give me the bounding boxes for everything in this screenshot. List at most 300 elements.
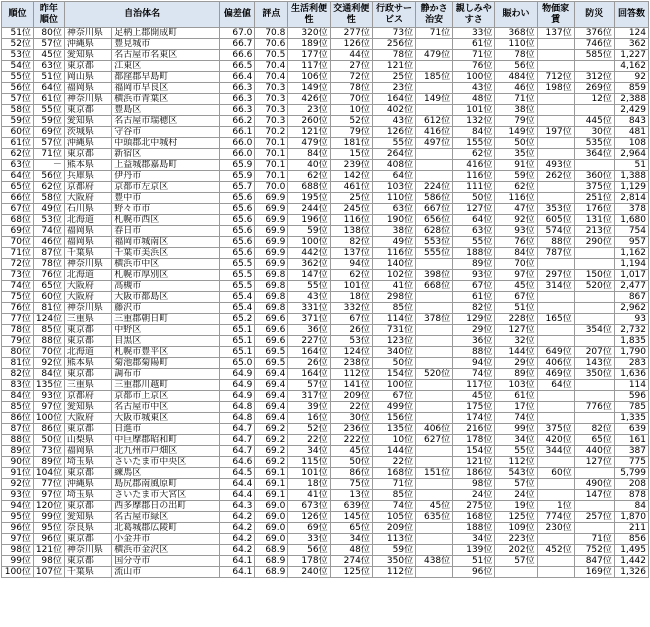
- header-rank: 順位: [2, 2, 34, 28]
- cell-rank: 92位: [2, 479, 34, 490]
- cell-score: 70.2: [255, 127, 288, 138]
- cell-friendly: 64位: [453, 215, 495, 226]
- cell-prefecture: 東京都: [64, 468, 111, 479]
- table-body: [2, 28, 649, 578]
- cell-lively: 112位: [495, 457, 537, 468]
- cell-transport: 239位: [330, 160, 372, 171]
- cell-prices: 314位: [537, 281, 574, 292]
- table-row: [2, 380, 649, 391]
- cell-admin: 126位: [372, 127, 415, 138]
- cell-deviation: 64.3: [220, 501, 255, 512]
- cell-responses: 124: [614, 28, 648, 39]
- cell-score: 70.5: [255, 50, 288, 61]
- cell-friendly: 45位: [453, 391, 495, 402]
- cell-disaster: 213位: [574, 226, 614, 237]
- cell-quiet: [416, 479, 453, 490]
- cell-municipality: 流山市: [112, 567, 220, 578]
- cell-score: 69.6: [255, 314, 288, 325]
- cell-responses: 92: [614, 72, 648, 83]
- cell-quiet: [416, 490, 453, 501]
- cell-admin: 38位: [372, 226, 415, 237]
- cell-prev-rank: 93位: [33, 391, 64, 402]
- table-row: [2, 116, 649, 127]
- cell-lively: 149位: [495, 127, 537, 138]
- cell-friendly: 24位: [453, 490, 495, 501]
- cell-disaster: 350位: [574, 369, 614, 380]
- cell-lively: 51位: [495, 303, 537, 314]
- cell-quiet: 398位: [416, 270, 453, 281]
- cell-deviation: 65.5: [220, 281, 255, 292]
- cell-disaster: [574, 160, 614, 171]
- cell-prices: 787位: [537, 248, 574, 259]
- cell-admin: 103位: [372, 182, 415, 193]
- cell-score: 70.1: [255, 138, 288, 149]
- cell-lively: 99位: [495, 424, 537, 435]
- cell-prefecture: 神奈川県: [64, 259, 111, 270]
- table-row: [2, 402, 649, 413]
- cell-responses: 1,388: [614, 171, 648, 182]
- cell-friendly: 71位: [453, 50, 495, 61]
- cell-living: 16位: [288, 413, 330, 424]
- cell-disaster: [574, 380, 614, 391]
- cell-transport: 18位: [330, 292, 372, 303]
- cell-disaster: 30位: [574, 127, 614, 138]
- header-living-convenience: 生活利便性: [288, 2, 330, 28]
- cell-rank: 64位: [2, 171, 34, 182]
- cell-prefecture: 愛知県: [64, 50, 111, 61]
- cell-rank: 69位: [2, 226, 34, 237]
- cell-disaster: 269位: [574, 83, 614, 94]
- cell-rank: 84位: [2, 391, 34, 402]
- cell-friendly: 129位: [453, 314, 495, 325]
- cell-admin: 209位: [372, 523, 415, 534]
- cell-municipality: 国分寺市: [112, 556, 220, 567]
- cell-lively: 93位: [495, 226, 537, 237]
- cell-living: 149位: [288, 83, 330, 94]
- cell-transport: 181位: [330, 138, 372, 149]
- cell-prev-rank: 58位: [33, 193, 64, 204]
- cell-score: 68.9: [255, 567, 288, 578]
- cell-prices: [537, 402, 574, 413]
- header-quiet-safety: 静かさ治安: [416, 2, 453, 28]
- cell-responses: 639: [614, 424, 648, 435]
- cell-rank: 74位: [2, 281, 34, 292]
- cell-prev-rank: 49位: [33, 204, 64, 215]
- cell-prev-rank: 61位: [33, 94, 64, 105]
- cell-responses: 114: [614, 380, 648, 391]
- cell-living: 320位: [288, 28, 330, 39]
- table-row: [2, 391, 649, 402]
- cell-lively: 76位: [495, 237, 537, 248]
- cell-score: 69.1: [255, 468, 288, 479]
- cell-prices: 165位: [537, 314, 574, 325]
- cell-deviation: 65.6: [220, 193, 255, 204]
- cell-quiet: 151位: [416, 468, 453, 479]
- cell-responses: 2,732: [614, 325, 648, 336]
- table-row: [2, 468, 649, 479]
- cell-disaster: [574, 314, 614, 325]
- cell-transport: 22位: [330, 402, 372, 413]
- cell-rank: 51位: [2, 28, 34, 39]
- cell-friendly: 61位: [453, 292, 495, 303]
- cell-prefecture: 大阪府: [64, 281, 111, 292]
- cell-deviation: 65.9: [220, 160, 255, 171]
- cell-friendly: 33位: [453, 28, 495, 39]
- cell-living: 18位: [288, 479, 330, 490]
- cell-living: 177位: [288, 50, 330, 61]
- cell-friendly: 82位: [453, 303, 495, 314]
- cell-lively: 55位: [495, 446, 537, 457]
- cell-municipality: 横浜市青葉区: [112, 94, 220, 105]
- cell-score: 69.5: [255, 347, 288, 358]
- cell-disaster: 535位: [574, 138, 614, 149]
- cell-disaster: 520位: [574, 281, 614, 292]
- table-row: [2, 72, 649, 83]
- cell-rank: 75位: [2, 292, 34, 303]
- cell-admin: 100位: [372, 380, 415, 391]
- cell-admin: 499位: [372, 402, 415, 413]
- cell-deviation: 65.2: [220, 314, 255, 325]
- cell-municipality: 豊島区: [112, 105, 220, 116]
- cell-living: 101位: [288, 468, 330, 479]
- cell-friendly: 117位: [453, 380, 495, 391]
- cell-municipality: 西多摩郡日の出町: [112, 501, 220, 512]
- cell-rank: 76位: [2, 303, 34, 314]
- cell-admin: 10位: [372, 435, 415, 446]
- cell-living: 317位: [288, 391, 330, 402]
- table-row: [2, 556, 649, 567]
- cell-living: 126位: [288, 512, 330, 523]
- cell-rank: 94位: [2, 501, 34, 512]
- cell-transport: 67位: [330, 314, 372, 325]
- table-row: [2, 490, 649, 501]
- header-liveliness: 賑わい: [495, 2, 537, 28]
- cell-rank: 93位: [2, 490, 34, 501]
- cell-responses: 4,162: [614, 61, 648, 72]
- cell-transport: 639位: [330, 501, 372, 512]
- table-row: [2, 314, 649, 325]
- cell-transport: 75位: [330, 479, 372, 490]
- cell-friendly: 43位: [453, 83, 495, 94]
- cell-friendly: 94位: [453, 358, 495, 369]
- cell-prices: [537, 567, 574, 578]
- cell-disaster: [574, 259, 614, 270]
- table-row: [2, 567, 649, 578]
- cell-friendly: 88位: [453, 347, 495, 358]
- cell-lively: 78位: [495, 50, 537, 61]
- cell-score: 69.1: [255, 490, 288, 501]
- cell-lively: 484位: [495, 72, 537, 83]
- cell-lively: 34位: [495, 435, 537, 446]
- cell-responses: 859: [614, 83, 648, 94]
- cell-deviation: 64.9: [220, 380, 255, 391]
- cell-deviation: 65.1: [220, 336, 255, 347]
- cell-quiet: 479位: [416, 50, 453, 61]
- cell-prefecture: 石川県: [64, 204, 111, 215]
- cell-transport: 13位: [330, 490, 372, 501]
- cell-transport: 141位: [330, 380, 372, 391]
- cell-prev-rank: 74位: [33, 226, 64, 237]
- cell-lively: 32位: [495, 336, 537, 347]
- cell-living: 164位: [288, 347, 330, 358]
- cell-quiet: [416, 336, 453, 347]
- cell-deviation: 64.7: [220, 424, 255, 435]
- cell-deviation: 65.4: [220, 292, 255, 303]
- cell-prefecture: 東京都: [64, 369, 111, 380]
- cell-prices: [537, 556, 574, 567]
- cell-friendly: 101位: [453, 105, 495, 116]
- cell-prefecture: 三重県: [64, 380, 111, 391]
- cell-lively: 109位: [495, 523, 537, 534]
- table-row: [2, 138, 649, 149]
- cell-deviation: 64.4: [220, 490, 255, 501]
- cell-prices: 712位: [537, 72, 574, 83]
- cell-quiet: [416, 358, 453, 369]
- cell-lively: 56位: [495, 61, 537, 72]
- cell-quiet: [416, 391, 453, 402]
- cell-score: 70.1: [255, 149, 288, 160]
- cell-disaster: 847位: [574, 556, 614, 567]
- cell-admin: 71位: [372, 479, 415, 490]
- table-row: [2, 457, 649, 468]
- cell-prev-rank: 56位: [33, 171, 64, 182]
- cell-admin: 154位: [372, 369, 415, 380]
- cell-lively: 144位: [495, 347, 537, 358]
- cell-responses: 1,636: [614, 369, 648, 380]
- cell-friendly: 48位: [453, 94, 495, 105]
- cell-score: 69.9: [255, 193, 288, 204]
- cell-responses: 1,335: [614, 413, 648, 424]
- cell-disaster: 147位: [574, 490, 614, 501]
- cell-municipality: 中巨摩郡昭和町: [112, 435, 220, 446]
- cell-prefecture: 千葉県: [64, 567, 111, 578]
- cell-transport: 30位: [330, 413, 372, 424]
- cell-score: 70.3: [255, 94, 288, 105]
- cell-quiet: 555位: [416, 248, 453, 259]
- cell-rank: 88位: [2, 435, 34, 446]
- cell-prices: 493位: [537, 160, 574, 171]
- cell-responses: 1,442: [614, 556, 648, 567]
- cell-living: 34位: [288, 446, 330, 457]
- cell-admin: 340位: [372, 347, 415, 358]
- cell-municipality: 名古屋市中区: [112, 402, 220, 413]
- cell-rank: 72位: [2, 259, 34, 270]
- cell-disaster: 364位: [574, 149, 614, 160]
- cell-transport: 209位: [330, 391, 372, 402]
- cell-friendly: 74位: [453, 369, 495, 380]
- cell-friendly: 154位: [453, 446, 495, 457]
- cell-deviation: 65.6: [220, 237, 255, 248]
- cell-municipality: 新宿区: [112, 149, 220, 160]
- cell-living: 371位: [288, 314, 330, 325]
- cell-rank: 65位: [2, 182, 34, 193]
- cell-prev-rank: 73位: [33, 446, 64, 457]
- cell-friendly: 84位: [453, 127, 495, 138]
- cell-transport: 274位: [330, 556, 372, 567]
- cell-prefecture: 大阪府: [64, 292, 111, 303]
- cell-prices: [537, 336, 574, 347]
- cell-lively: 91位: [495, 160, 537, 171]
- cell-living: 442位: [288, 248, 330, 259]
- cell-prev-rank: 46位: [33, 237, 64, 248]
- cell-municipality: 中頭郡北中城村: [112, 138, 220, 149]
- cell-lively: 59位: [495, 171, 537, 182]
- cell-living: 244位: [288, 204, 330, 215]
- cell-lively: 223位: [495, 534, 537, 545]
- cell-municipality: さいたま市大宮区: [112, 490, 220, 501]
- cell-rank: 80位: [2, 347, 34, 358]
- cell-lively: 35位: [495, 149, 537, 160]
- cell-score: 69.1: [255, 479, 288, 490]
- cell-friendly: 155位: [453, 138, 495, 149]
- cell-municipality: 札幌市豊平区: [112, 347, 220, 358]
- cell-friendly: 93位: [453, 270, 495, 281]
- cell-municipality: 三重郡朝日町: [112, 314, 220, 325]
- cell-quiet: 71位: [416, 28, 453, 39]
- cell-municipality: 目黒区: [112, 336, 220, 347]
- cell-prices: [537, 391, 574, 402]
- cell-admin: 116位: [372, 248, 415, 259]
- cell-deviation: 66.5: [220, 61, 255, 72]
- cell-lively: 74位: [495, 413, 537, 424]
- cell-deviation: 66.6: [220, 50, 255, 61]
- cell-prices: 605位: [537, 215, 574, 226]
- cell-lively: 62位: [495, 182, 537, 193]
- cell-responses: 2,962: [614, 303, 648, 314]
- cell-quiet: 612位: [416, 116, 453, 127]
- cell-prefecture: 兵庫県: [64, 171, 111, 182]
- cell-municipality: 日進市: [112, 424, 220, 435]
- cell-prev-rank: 64位: [33, 83, 64, 94]
- cell-prices: 230位: [537, 523, 574, 534]
- cell-score: 69.4: [255, 369, 288, 380]
- cell-deviation: 66.2: [220, 116, 255, 127]
- cell-deviation: 64.2: [220, 534, 255, 545]
- cell-prefecture: 熊本県: [64, 160, 111, 171]
- cell-quiet: [416, 380, 453, 391]
- cell-municipality: 都窪郡早島町: [112, 72, 220, 83]
- cell-transport: 62位: [330, 270, 372, 281]
- cell-score: 69.4: [255, 380, 288, 391]
- cell-prev-rank: 107位: [33, 567, 64, 578]
- cell-rank: 97位: [2, 534, 34, 545]
- cell-disaster: [574, 336, 614, 347]
- cell-prev-rank: 78位: [33, 259, 64, 270]
- cell-municipality: 北葛城郡広陵町: [112, 523, 220, 534]
- cell-living: 117位: [288, 61, 330, 72]
- cell-disaster: [574, 468, 614, 479]
- cell-responses: 1,326: [614, 567, 648, 578]
- table-row: [2, 248, 649, 259]
- cell-municipality: 横浜市金沢区: [112, 545, 220, 556]
- cell-quiet: 224位: [416, 182, 453, 193]
- cell-disaster: [574, 248, 614, 259]
- cell-responses: 2,814: [614, 193, 648, 204]
- table-row: [2, 237, 649, 248]
- cell-responses: 378: [614, 204, 648, 215]
- cell-lively: 70位: [495, 259, 537, 270]
- cell-prev-rank: 76位: [33, 270, 64, 281]
- cell-prices: [537, 534, 574, 545]
- cell-disaster: 127位: [574, 457, 614, 468]
- cell-admin: 731位: [372, 325, 415, 336]
- cell-prices: 774位: [537, 512, 574, 523]
- cell-friendly: 62位: [453, 149, 495, 160]
- cell-prices: 574位: [537, 226, 574, 237]
- cell-rank: 73位: [2, 270, 34, 281]
- cell-disaster: 585位: [574, 50, 614, 61]
- cell-transport: 26位: [330, 325, 372, 336]
- cell-friendly: 186位: [453, 468, 495, 479]
- cell-deviation: 67.0: [220, 28, 255, 39]
- cell-transport: 461位: [330, 182, 372, 193]
- cell-friendly: 34位: [453, 534, 495, 545]
- cell-rank: 52位: [2, 39, 34, 50]
- cell-responses: 2,388: [614, 94, 648, 105]
- cell-quiet: [416, 545, 453, 556]
- cell-municipality: 京都市上京区: [112, 391, 220, 402]
- cell-lively: 47位: [495, 204, 537, 215]
- cell-transport: 45位: [330, 446, 372, 457]
- cell-lively: 79位: [495, 116, 537, 127]
- cell-deviation: 65.5: [220, 270, 255, 281]
- cell-lively: 17位: [495, 402, 537, 413]
- cell-quiet: [416, 413, 453, 424]
- cell-rank: 87位: [2, 424, 34, 435]
- cell-admin: 144位: [372, 446, 415, 457]
- ranking-table: [1, 1, 649, 578]
- cell-admin: 23位: [372, 83, 415, 94]
- cell-responses: 1,129: [614, 182, 648, 193]
- cell-municipality: さいたま市中央区: [112, 457, 220, 468]
- cell-friendly: 121位: [453, 457, 495, 468]
- cell-admin: 74位: [372, 501, 415, 512]
- cell-quiet: 635位: [416, 512, 453, 523]
- cell-admin: 168位: [372, 468, 415, 479]
- cell-prev-rank: 86位: [33, 424, 64, 435]
- cell-rank: 91位: [2, 468, 34, 479]
- cell-rank: 99位: [2, 556, 34, 567]
- cell-prev-rank: 87位: [33, 248, 64, 259]
- cell-living: 100位: [288, 237, 330, 248]
- cell-prefecture: 愛知県: [64, 402, 111, 413]
- cell-prices: 452位: [537, 545, 574, 556]
- cell-quiet: [416, 567, 453, 578]
- cell-deviation: 64.1: [220, 567, 255, 578]
- cell-living: 115位: [288, 457, 330, 468]
- cell-municipality: 京都市左京区: [112, 182, 220, 193]
- table-row: [2, 435, 649, 446]
- cell-responses: 867: [614, 292, 648, 303]
- cell-quiet: [416, 160, 453, 171]
- cell-responses: 843: [614, 116, 648, 127]
- cell-transport: 112位: [330, 369, 372, 380]
- cell-prev-rank: 63位: [33, 61, 64, 72]
- table-row: [2, 512, 649, 523]
- cell-prev-rank: 71位: [33, 149, 64, 160]
- cell-municipality: 高槻市: [112, 281, 220, 292]
- cell-transport: 79位: [330, 127, 372, 138]
- cell-disaster: [574, 523, 614, 534]
- cell-friendly: 127位: [453, 204, 495, 215]
- cell-deviation: 66.1: [220, 127, 255, 138]
- cell-disaster: 176位: [574, 204, 614, 215]
- cell-rank: 98位: [2, 545, 34, 556]
- cell-deviation: 65.6: [220, 226, 255, 237]
- cell-prev-rank: 55位: [33, 105, 64, 116]
- cell-prices: 344位: [537, 446, 574, 457]
- cell-admin: 114位: [372, 314, 415, 325]
